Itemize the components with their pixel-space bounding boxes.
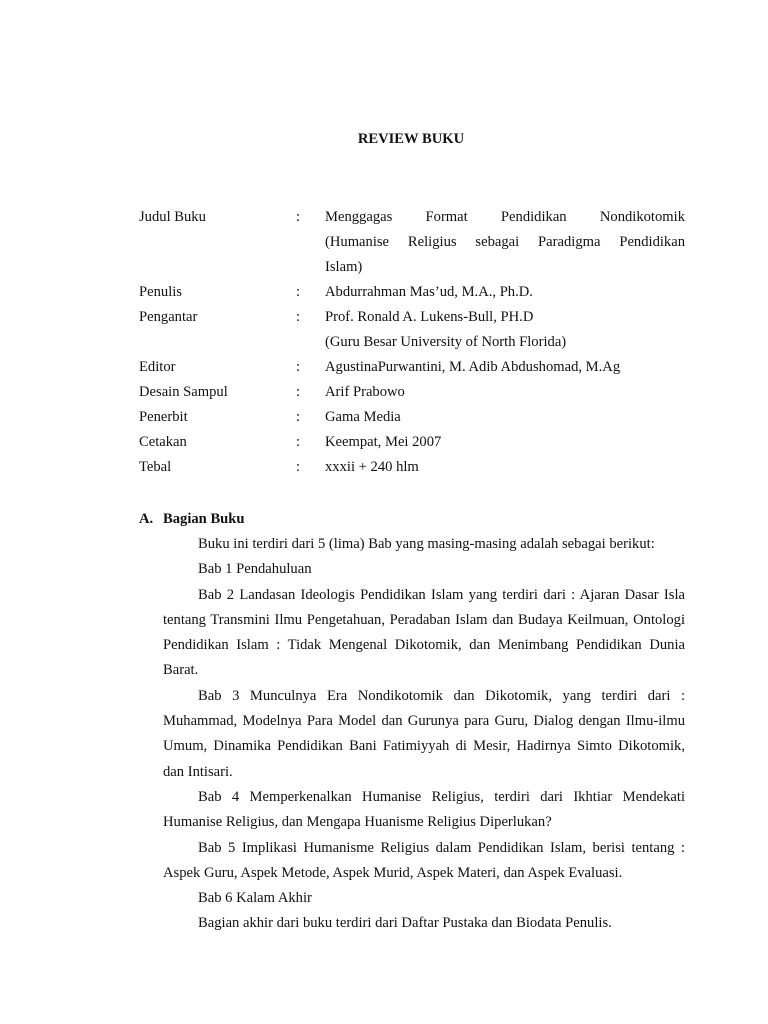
info-colon: :	[296, 434, 301, 450]
info-colon: :	[296, 459, 301, 475]
info-label: Penerbit	[139, 409, 188, 425]
info-value	[325, 430, 685, 455]
paragraph: Buku ini terdiri dari 5 (lima) Bab yang masing-masing adalah sebagai berikut:	[198, 536, 655, 552]
info-label: Cetakan	[139, 434, 187, 450]
section-heading	[139, 507, 685, 532]
paragraph: Bab 1 Pendahuluan	[198, 561, 312, 578]
info-value-line: (Humanise Religius sebagai Paradigma Pendidikan	[325, 234, 685, 250]
section-body	[163, 532, 685, 937]
info-colon: :	[296, 284, 301, 300]
info-value	[325, 380, 685, 405]
info-label: Tebal	[139, 459, 172, 475]
info-value-line: AgustinaPurwantini, M. Adib Abdushomad, M.Ag	[325, 359, 621, 375]
info-colon: :	[296, 309, 301, 325]
section-letter: A.	[139, 511, 154, 527]
info-value-line: (Guru Besar University of North Florida)	[325, 334, 567, 350]
info-value-line: Keempat, Mei 2007	[325, 434, 442, 450]
document-title: REVIEW BUKU	[357, 131, 465, 147]
section-heading-text: Bagian Buku	[163, 511, 245, 527]
paragraph: Bagian akhir dari buku terdiri dari Daftar Pustaka dan Biodata Penulis.	[198, 915, 612, 932]
info-value	[325, 355, 685, 380]
paragraph: Bab 2 Landasan Ideologis Pendidikan Islam yang terdiri dari : Ajaran Dasar Isla tentang Transmini Ilmu Pengetahuan, Peradaban Islam dan Budaya Keilmuan, Ontologi Pendidikan Islam : Tidak Mengenal Dikotomik, dan Menimbang Pendidikan Dunia Barat.	[163, 586, 685, 679]
info-row-tebal	[139, 455, 685, 480]
section-bagian-buku	[139, 507, 685, 937]
info-label: Pengantar	[139, 309, 198, 325]
info-row-cetakan	[139, 430, 685, 455]
info-label: Editor	[139, 359, 176, 375]
paragraph: Bab 6 Kalam Akhir	[198, 890, 312, 907]
info-value	[325, 205, 685, 280]
info-value-line: Arif Prabowo	[325, 384, 405, 400]
info-value	[325, 305, 685, 355]
paragraph: Bab 5 Implikasi Humanisme Religius dalam Pendidikan Islam, berisi tentang : Aspek Guru, Aspek Metode, Aspek Murid, Aspek Materi, dan Aspek Evaluasi.	[163, 839, 685, 881]
info-value	[325, 280, 685, 305]
info-value-line: Prof. Ronald A. Lukens-Bull, PH.D	[325, 309, 534, 325]
info-colon: :	[296, 409, 301, 425]
book-info-table	[139, 205, 685, 480]
info-colon: :	[296, 209, 301, 225]
info-value-line: Gama Media	[325, 409, 401, 425]
info-row-desain-sampul	[139, 380, 685, 405]
info-label: Penulis	[139, 284, 182, 300]
info-label: Judul Buku	[139, 209, 206, 225]
info-value-line: xxxii + 240 hlm	[325, 459, 419, 475]
info-colon: :	[296, 384, 301, 400]
info-row-penulis	[139, 280, 685, 305]
info-value-line: Abdurrahman Mas’ud, M.A., Ph.D.	[325, 284, 533, 300]
info-value	[325, 405, 685, 430]
info-label: Desain Sampul	[139, 384, 228, 400]
info-row-judul-buku	[139, 205, 685, 280]
info-row-pengantar	[139, 305, 685, 355]
info-colon: :	[296, 359, 301, 375]
info-row-penerbit	[139, 405, 685, 430]
info-value	[325, 455, 685, 480]
paragraph: Bab 3 Munculnya Era Nondikotomik dan Dikotomik, yang terdiri dari : Muhammad, Modelnya Para Model dan Gurunya para Guru, Dialog dengan Ilmu-ilmu Umum, Dinamika Pendidikan Bani Fatimiyyah di Mesir, Hadirnya Simto Dikotomik, dan Intisari.	[163, 687, 685, 780]
info-value-line: Menggagas Format Pendidikan Nondikotomik	[325, 209, 685, 225]
paragraph: Bab 4 Memperkenalkan Humanise Religius, terdiri dari Ikhtiar Mendekati Humanise Religius, dan Mengapa Huanisme Religius Diperlukan?	[163, 788, 685, 831]
info-row-editor	[139, 355, 685, 380]
info-value-line: Islam)	[325, 259, 363, 275]
